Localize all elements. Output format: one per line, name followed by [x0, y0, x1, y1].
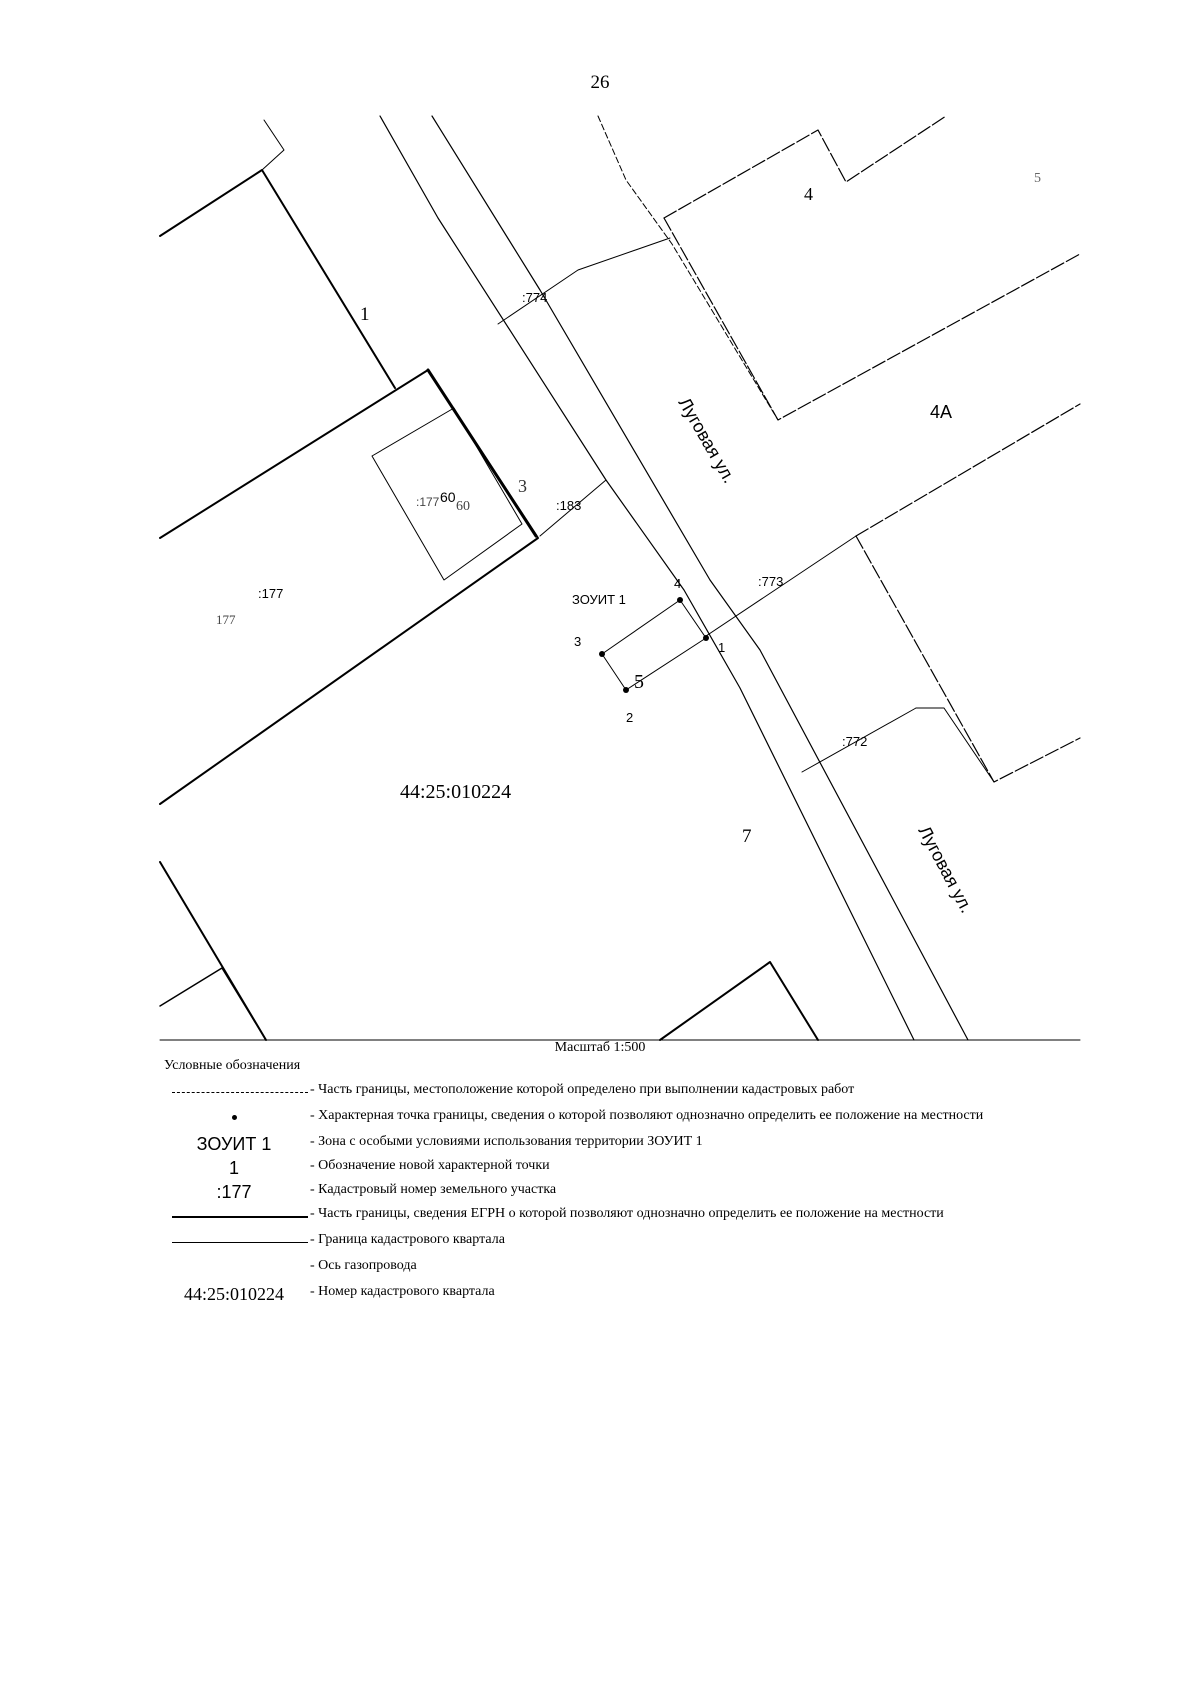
legend-symbol-thin-line — [160, 1230, 308, 1254]
legend-item-parcel-number: :177 - Кадастровый номер земельного участка — [160, 1180, 1160, 1204]
legend-symbol-point-number: 1 — [228, 1158, 239, 1178]
parcel-right-boundary — [856, 404, 1080, 536]
parcel-772-boundary — [916, 708, 994, 782]
zouit-1-polygon — [602, 600, 706, 690]
legend-item-boundary-point: - Характерная точка границы, сведения о которой позволяют однозначно определить ее положение на местности — [160, 1106, 1160, 1130]
legend-item-quarter-boundary: - Граница кадастрового квартала — [160, 1230, 1160, 1254]
house-number-3: 3 — [518, 476, 527, 496]
legend-symbol-zouit: ЗОУИТ 1 — [196, 1134, 272, 1154]
parcel-7-boundary — [856, 536, 1080, 782]
boundary-point-2 — [623, 687, 629, 693]
legend-item-zouit: ЗОУИТ 1 - Зона с особыми условиями использования территории ЗОУИТ 1 — [160, 1132, 1160, 1156]
gas-pipeline-axis — [598, 116, 778, 420]
street-label-lower: Луговая ул. — [914, 822, 977, 917]
street-label-upper: Луговая ул. — [674, 394, 740, 487]
road-edge-left — [380, 116, 914, 1040]
legend-item-new-point: 1 - Обозначение новой характерной точки — [160, 1156, 1160, 1180]
legend-symbol-quarter-number: 44:25:010224 — [183, 1284, 284, 1304]
parcel-label-773: :773 — [758, 574, 784, 589]
parcel-1-dashed-top — [262, 120, 284, 170]
legend-symbol-dashed-line — [160, 1080, 308, 1104]
point-label-1: 1 — [718, 640, 726, 655]
zouit-part-5: 5 — [634, 671, 644, 693]
boundary-point-4 — [677, 597, 683, 603]
building-label-177: :177 — [416, 495, 440, 509]
boundary-point-3 — [599, 651, 605, 657]
house-number-1: 1 — [360, 304, 370, 325]
legend-symbol-dot — [160, 1106, 308, 1130]
house-number-5: 5 — [1034, 171, 1041, 186]
legend-title: Условные обозначения — [164, 1058, 301, 1073]
house-number-7: 7 — [742, 826, 752, 847]
point-label-3: 3 — [574, 634, 582, 649]
point-label-2: 2 — [626, 710, 634, 725]
legend-item-egrn-boundary: - Часть границы, сведения ЕГРН о которой позволяют однозначно определить ее положение на местности — [160, 1204, 1160, 1228]
point-label-4: 4 — [674, 576, 682, 591]
road-edge-right — [432, 116, 968, 1040]
house-number-4A: 4А — [930, 402, 953, 422]
building-label-60: 60 — [440, 489, 456, 505]
legend-symbol-parcel-number: :177 — [216, 1182, 252, 1202]
legend-symbol-thick-line — [160, 1204, 308, 1228]
boundary-point-1 — [703, 635, 709, 641]
parcel-1-boundary — [160, 170, 395, 388]
legend-item-quarter-number: 44:25:010224 - Номер кадастрового квартала — [160, 1282, 1160, 1306]
legend-item-gas-pipeline: - Ось газопровода — [160, 1256, 1160, 1280]
page-number: 26 — [590, 72, 610, 93]
house-number-4: 4 — [804, 184, 813, 204]
quarter-number-label: 44:25:010224 — [400, 781, 512, 803]
parcel-label-774: :774 — [522, 290, 548, 305]
parcel-bottom-mid-boundary — [660, 962, 818, 1040]
parcel-label-177-alt: 177 — [216, 612, 236, 627]
parcel-bottom-left-inner — [160, 968, 266, 1040]
zouit-label: ЗОУИТ 1 — [572, 592, 626, 607]
parcel-3-boundary — [160, 370, 538, 804]
parcel-label-772: :772 — [842, 734, 868, 749]
map-scale: Масштаб 1:500 — [554, 1040, 646, 1055]
legend-item-dashed-boundary: - Часть границы, местоположение которой определено при выполнении кадастровых работ — [160, 1080, 1160, 1104]
building-edge-thick — [428, 370, 536, 536]
building-label-60-alt: 60 — [456, 499, 470, 514]
legend-symbol-gas-axis — [160, 1256, 308, 1280]
parcel-label-183: :183 — [556, 498, 582, 513]
parcel-label-177: :177 — [258, 586, 284, 601]
line-774 — [498, 238, 670, 324]
parcel-4A-boundary — [664, 218, 1080, 420]
